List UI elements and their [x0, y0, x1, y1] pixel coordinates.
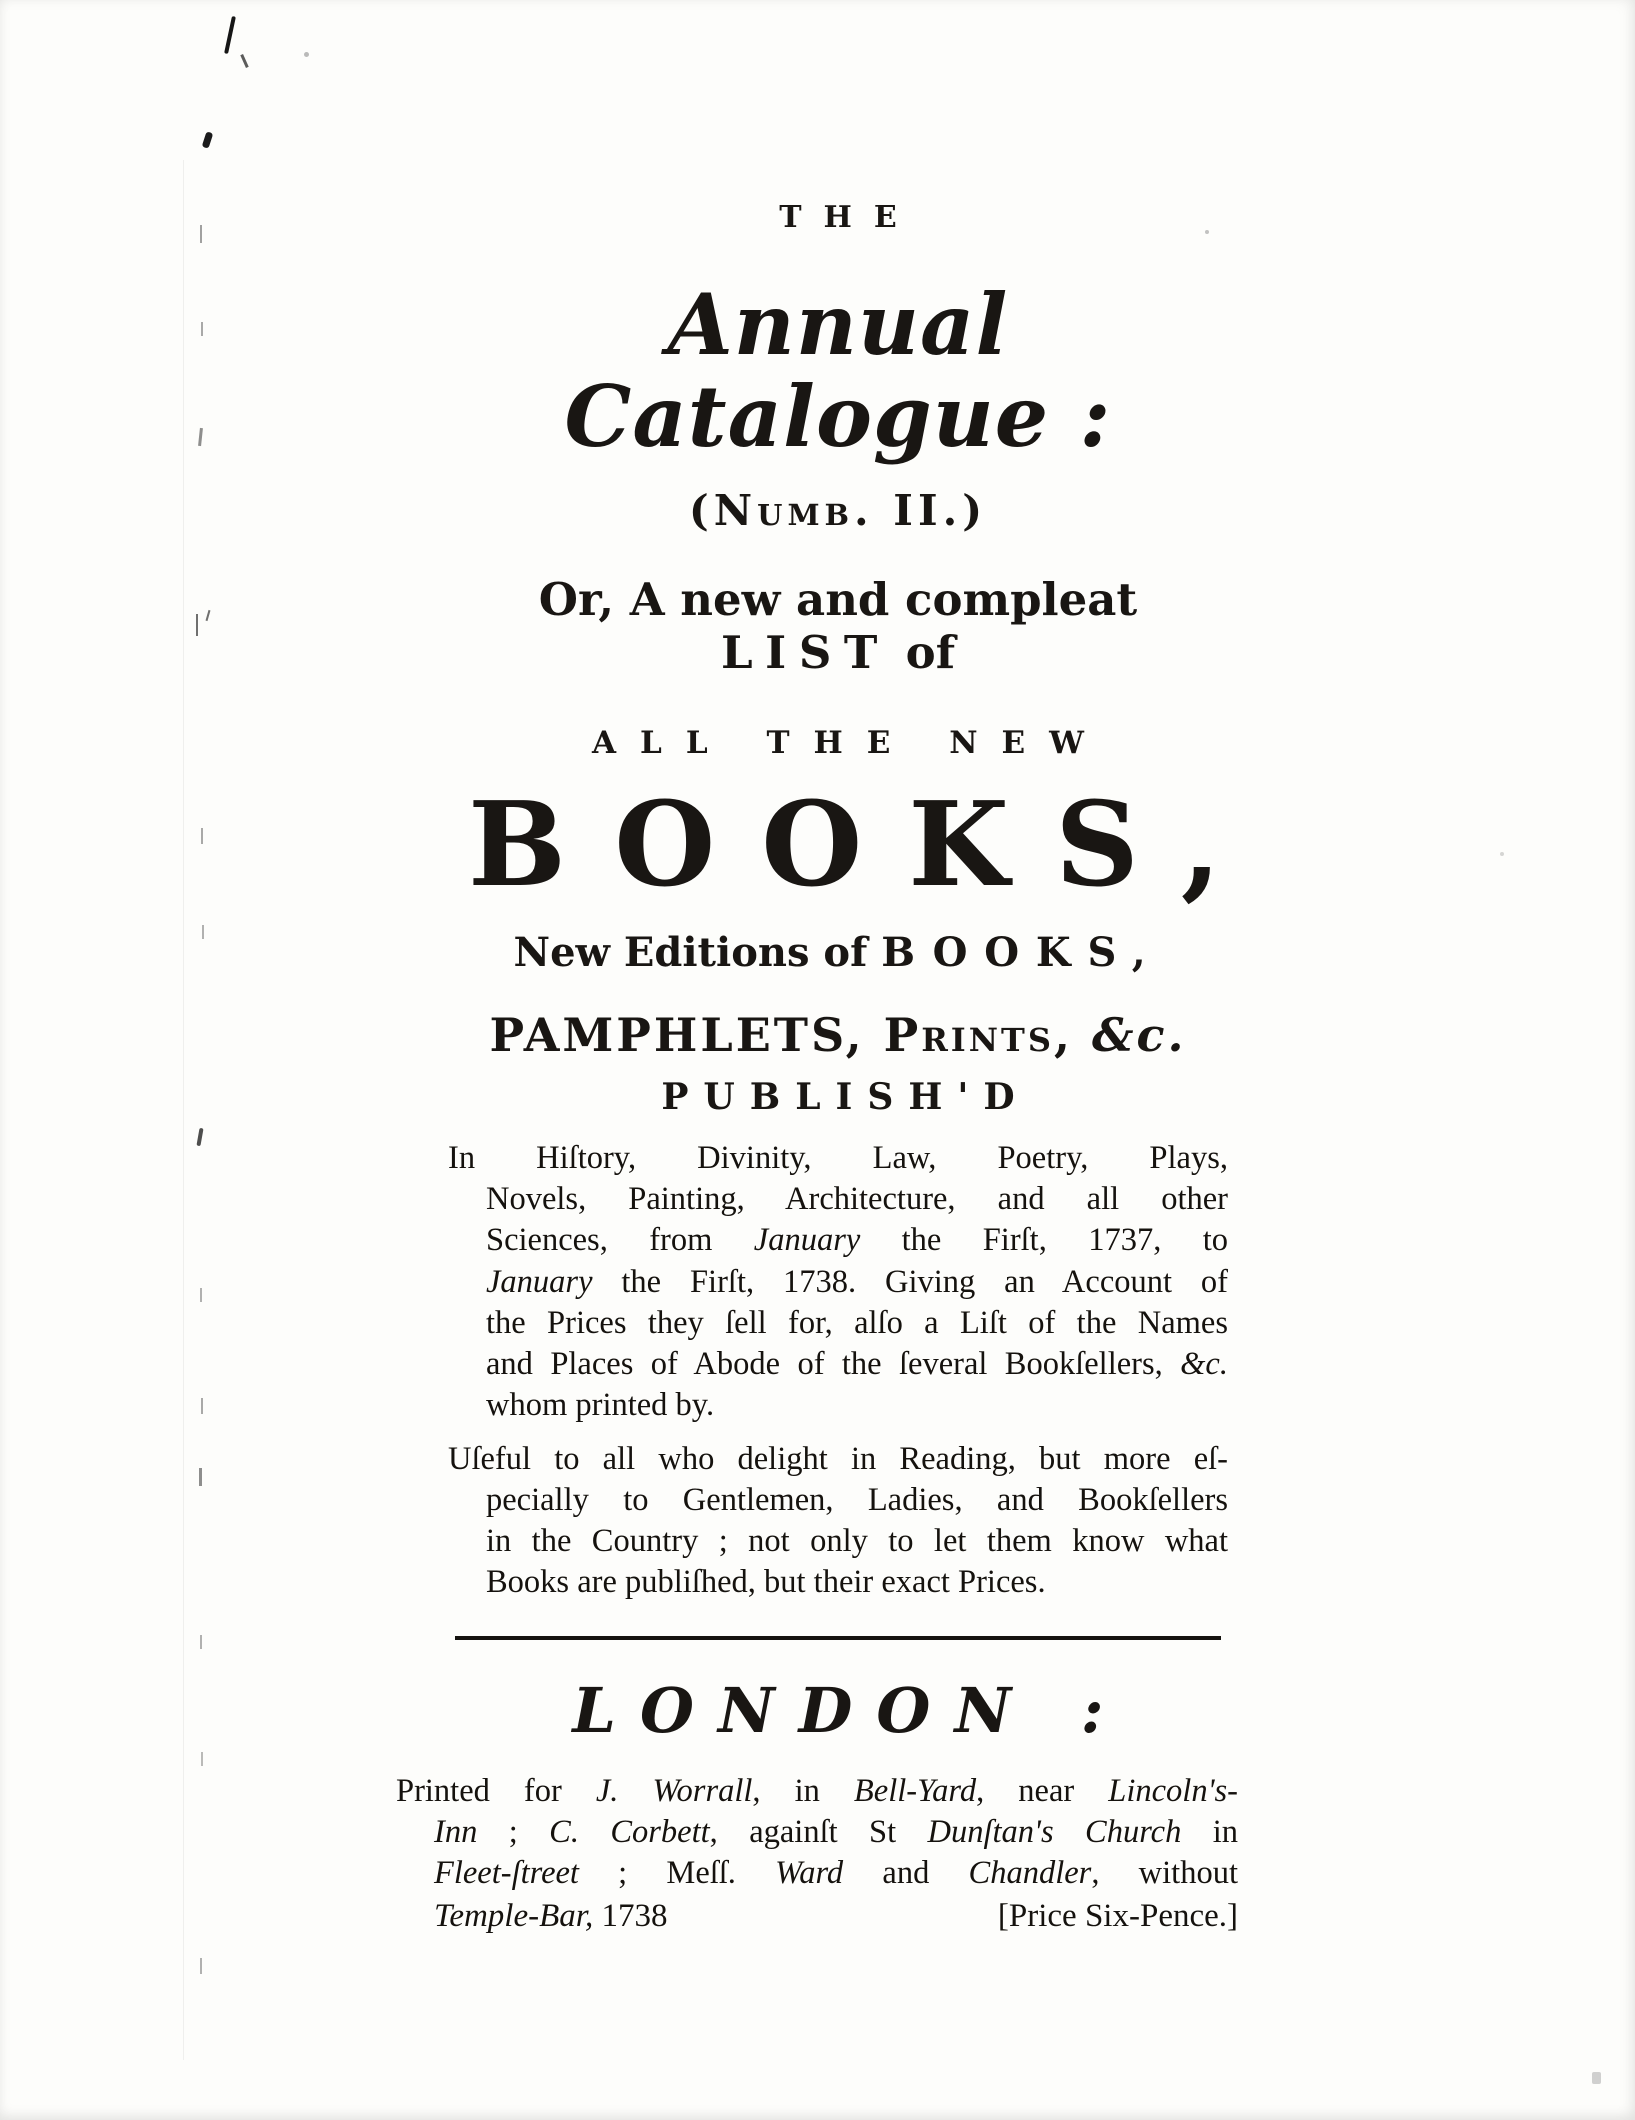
imprint-date: Temple-Bar, 1738	[434, 1897, 668, 1934]
scan-artifact	[202, 131, 214, 148]
price-label: [Price Six-Pence.]	[997, 1897, 1238, 1934]
new-editions-line: New Editions of BOOKS,	[513, 928, 1163, 976]
scan-artifact	[200, 1288, 202, 1302]
scan-artifact	[201, 322, 203, 336]
books-word: BOOKS,	[468, 776, 1268, 913]
description-paragraph-2: Uſeful to all who delight in Reading, but more eſ- pecially to Gentlemen, Ladies, and Bookſellers in the Country ; not only to let them know what Books are publiſhed, but their exact Prices.	[448, 1440, 1228, 1601]
scan-artifact	[201, 1752, 203, 1766]
imprint-last-line	[396, 1895, 1238, 1938]
title-page-content	[396, 200, 1268, 1937]
scan-artifact	[199, 1468, 202, 1486]
main-title: Annual Catalogue :	[564, 275, 1112, 467]
scan-artifact	[200, 225, 202, 243]
pamphlets-line: PAMPHLETS, Prints, &c.	[489, 1007, 1187, 1062]
subtitle-line: Or, A new and compleat LIST of	[538, 572, 1138, 679]
scan-artifact	[196, 1128, 203, 1146]
scan-artifact	[198, 428, 203, 446]
scan-artifact	[201, 1398, 203, 1414]
scan-artifact	[304, 52, 309, 57]
divider-rule	[455, 1636, 1221, 1640]
scan-artifact	[1592, 2072, 1601, 2084]
scan-artifact	[206, 610, 211, 621]
publishd-line: PUBLISH'D	[661, 1075, 1030, 1118]
scan-artifact	[183, 160, 184, 2060]
scan-artifact	[1500, 852, 1504, 856]
scan-artifact	[201, 828, 203, 844]
imprint	[396, 1771, 1238, 1938]
issue-number: (Numb. II.)	[688, 485, 988, 535]
scan-artifact	[200, 1958, 202, 1974]
scan-artifact	[224, 16, 236, 54]
all-the-new-line: ALL THE NEW	[592, 724, 1108, 761]
scan-artifact	[196, 614, 198, 636]
scan-artifact	[202, 925, 204, 939]
kicker-the: THE	[779, 200, 919, 235]
description-paragraph-1: In Hiſtory, Divinity, Law, Poetry, Plays, Novels, Painting, Architecture, and all other Sciences, from January the Firſt, 1737, to January the Firſt, 1738. Giving an Account of the Prices they ſell for, alſo a Liſt of the Names and Places of Abode of the ſeveral Bookſellers, &c. whom printed by.	[448, 1139, 1228, 1424]
scan-artifact	[240, 54, 248, 68]
london-heading: LONDON :	[572, 1673, 1128, 1747]
imprint-lines: Printed for J. Worrall, in Bell-Yard, near Lincoln's- Inn ; C. Corbett, againſt St Dunſtan's Church in Fleet-ſtreet ; Meſſ. Ward and Chandler, without	[396, 1772, 1239, 1892]
scan-artifact	[200, 1635, 202, 1649]
